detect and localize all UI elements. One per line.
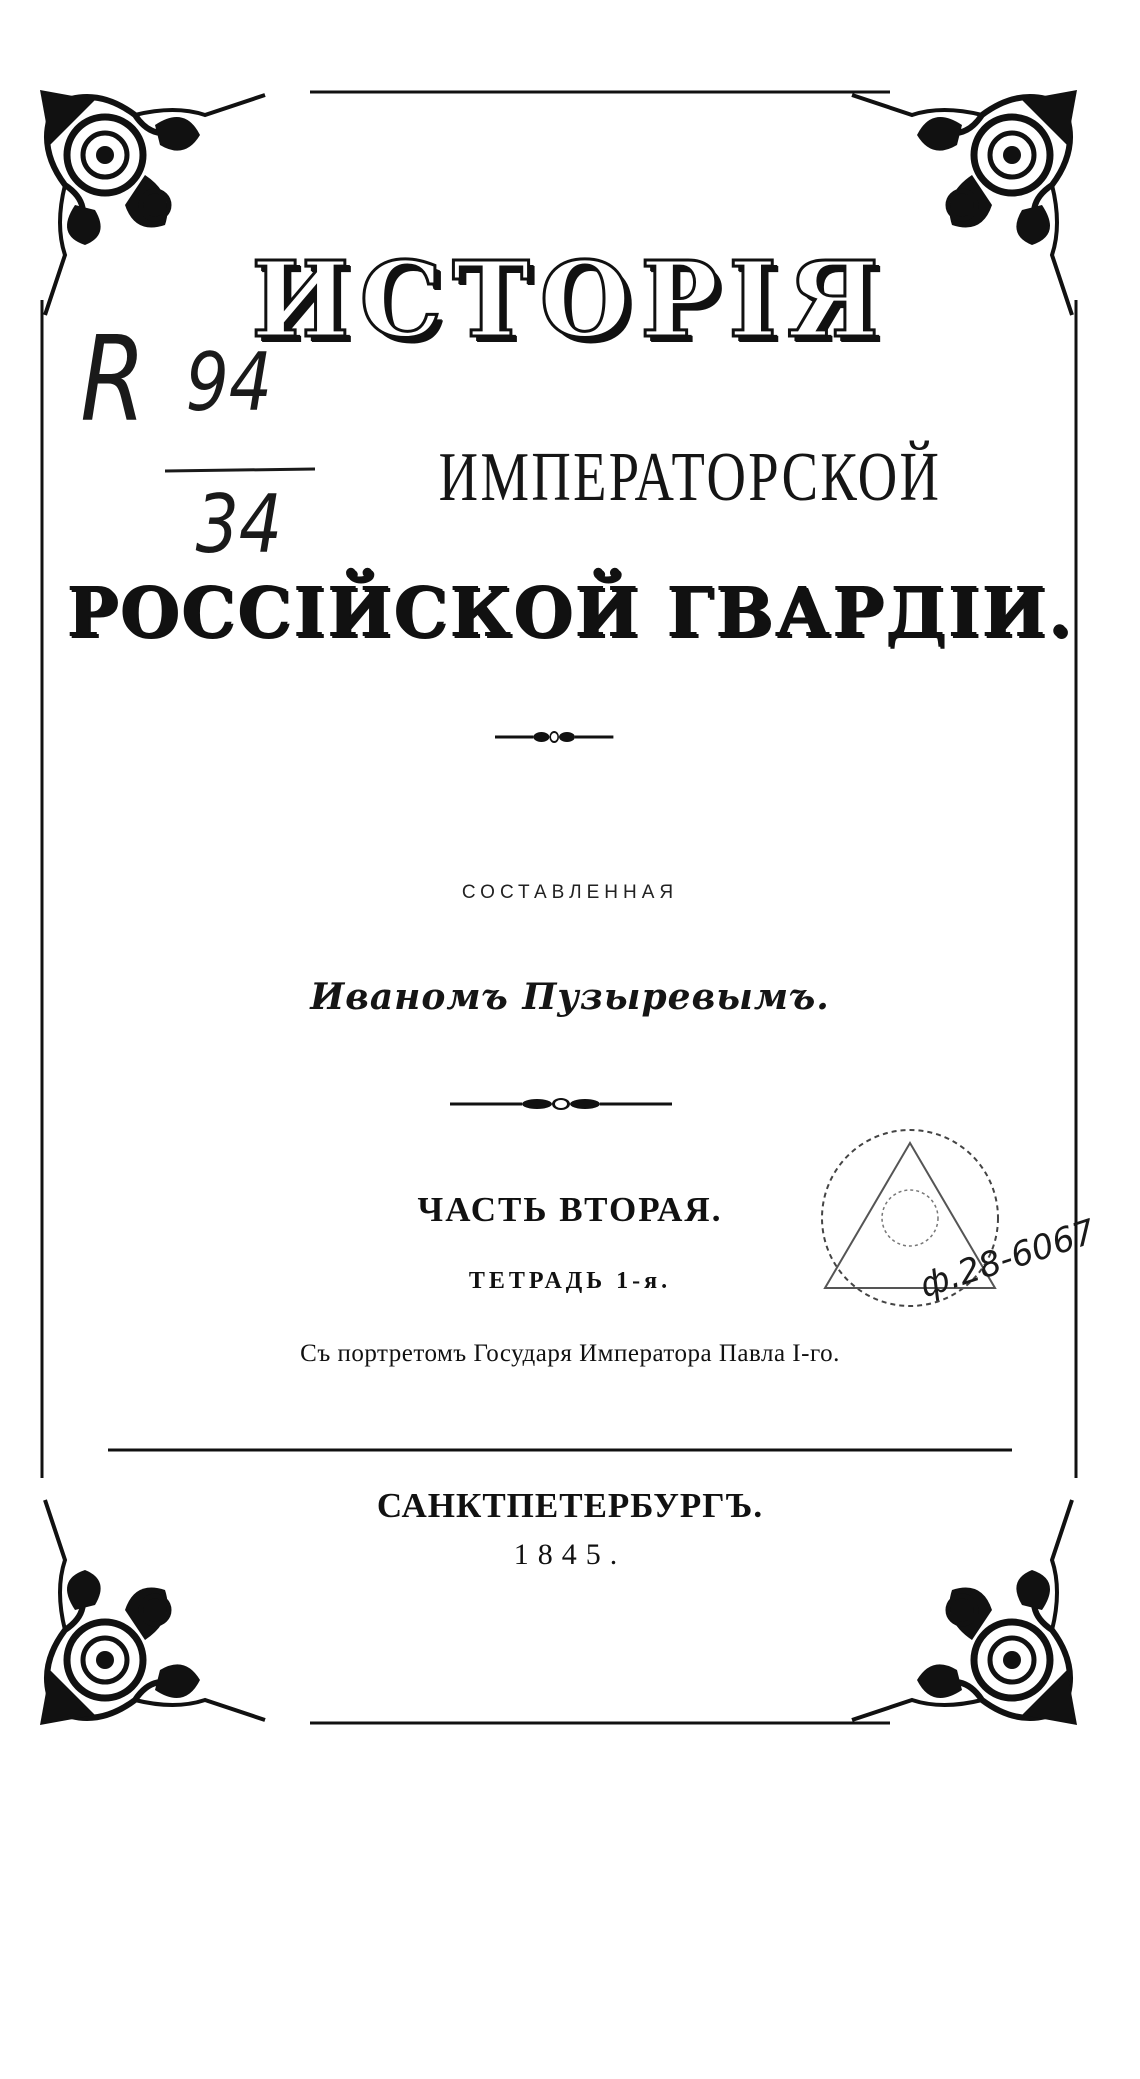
title-line-3: РОССІЙСКОЙ ГВАРДІИ. (66, 573, 1074, 653)
corner-ornament-bottom-right (852, 1500, 1077, 1725)
catalog-mark-bottom: 34 (195, 478, 283, 571)
imprint-city: САНКТПЕТЕРБУРГЪ. (376, 1486, 764, 1525)
ornamental-divider-1 (495, 732, 613, 742)
shelf-mark: ф.28-6067 (915, 1211, 1101, 1307)
title-line-2: ИМПЕРАТОРСКОЙ (438, 439, 942, 516)
imprint-year: 1845. (513, 1538, 627, 1571)
compiled-by-label: СОСТАВЛЕННАЯ (461, 882, 679, 903)
notebook-label: ТЕТРАДЬ 1-я. (468, 1268, 672, 1294)
ornamental-divider-2 (450, 1099, 672, 1109)
title-line-1: ИСТОРІЯ (251, 238, 889, 361)
catalog-mark-letter: R (80, 310, 146, 448)
portrait-note: Съ портретомъ Государя Императора Павла I-го. (300, 1340, 840, 1367)
author-name: Иваномъ Пузыревымъ. (310, 976, 830, 1018)
catalog-mark-top: 94 (185, 336, 273, 429)
corner-ornament-bottom-left (40, 1500, 265, 1725)
catalog-mark-fraction-line (165, 466, 315, 476)
part-label: ЧАСТЬ ВТОРАЯ. (417, 1190, 723, 1229)
